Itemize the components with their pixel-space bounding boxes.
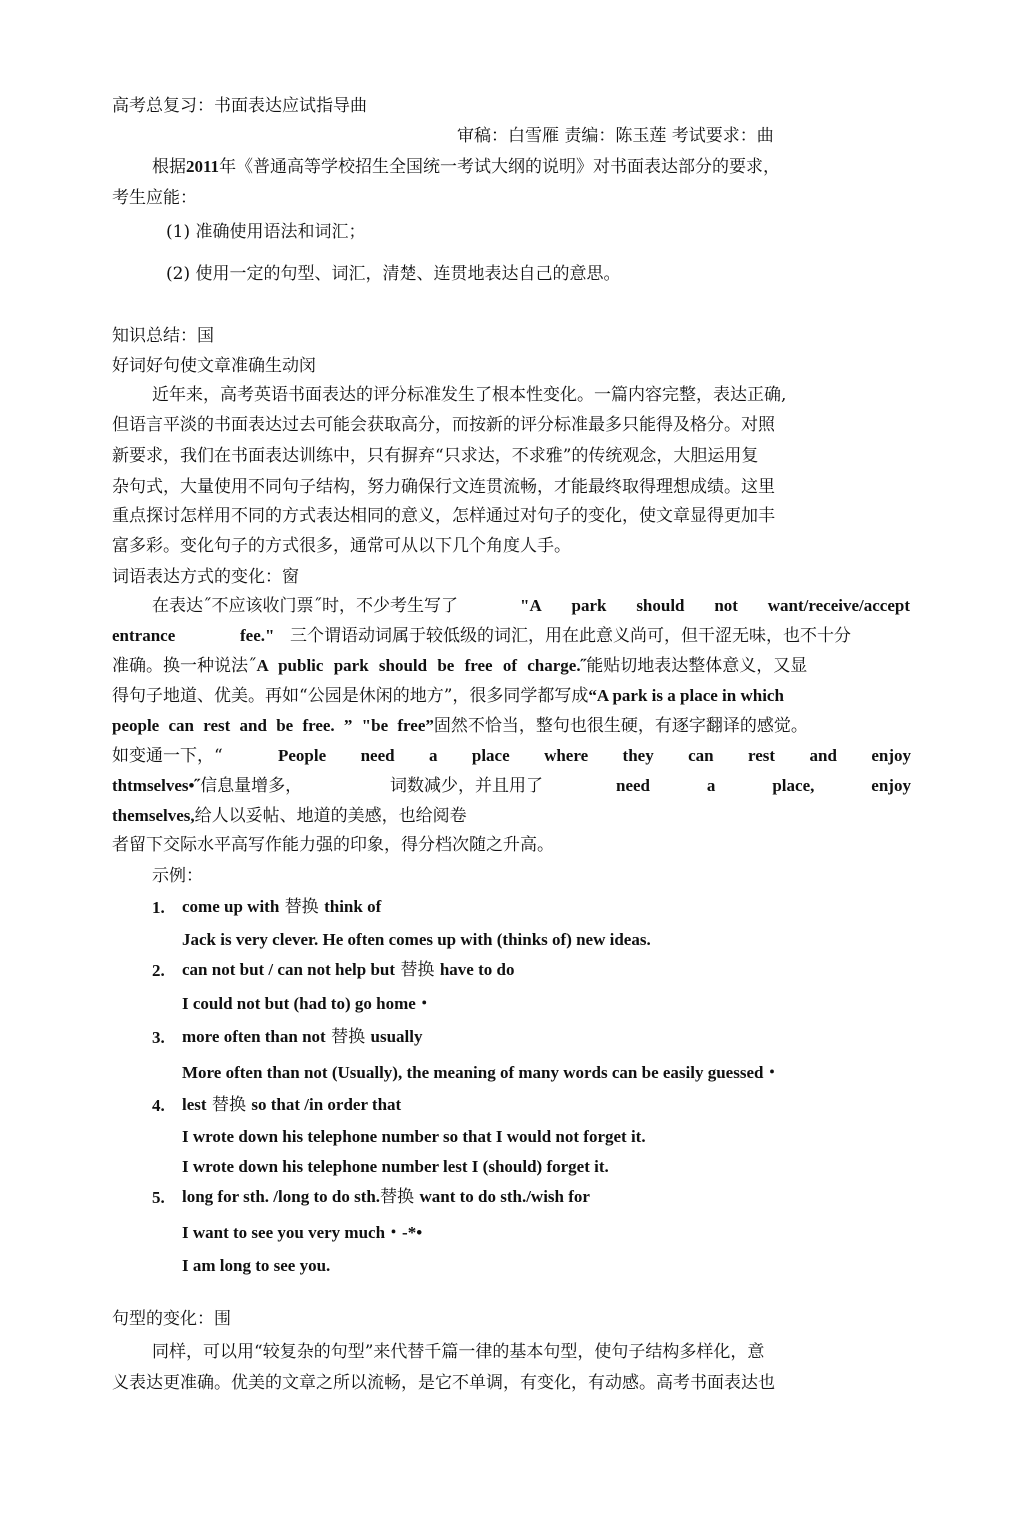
list-number: 4. <box>152 1096 165 1115</box>
intro-line-1 <box>152 156 780 178</box>
english-word: themselves, <box>112 806 195 825</box>
paragraph-line: 义表达更准确。优美的文章之所以流畅，是它不单调，有变化，有动感。高考书面表达也 <box>112 1373 775 1393</box>
paragraph-line: 同样，可以用“较复杂的句型”来代替千篇一律的基本句型，使句子结构多样化，意 <box>152 1342 765 1362</box>
english-word: thtmselves•˝ <box>112 776 201 795</box>
phrase-replacement: think of <box>324 897 382 916</box>
phrase-original: more often than not <box>182 1027 326 1046</box>
cn-text: 准确。换一种说法˝ <box>112 656 257 676</box>
paragraph-line: 在表达˝不应该收门票˝时，不少考生写了 <box>152 596 458 616</box>
section-heading: 词语表达方式的变化：窗 <box>112 567 299 587</box>
cn-text: 信息量增多， <box>200 776 303 796</box>
english-phrase: A public park should be free of charge.˝ <box>256 656 587 675</box>
section-heading: 知识总结：国 <box>112 326 214 346</box>
example-item <box>182 896 381 918</box>
credits-line: 审稿：白雪雁 责编：陈玉莲 考试要求：曲 <box>457 126 774 146</box>
example-item <box>182 959 514 981</box>
cn-text: 能贴切地表达整体意义，又显 <box>586 656 808 676</box>
list-number: 5. <box>152 1188 165 1207</box>
word: People <box>278 746 327 765</box>
example-sentence: I am long to see you. <box>182 1256 331 1275</box>
example-sentence: I wrote down his telephone number so that I would not forget it. <box>182 1127 646 1146</box>
list-number: 2. <box>152 961 165 980</box>
example-sentence: I wrote down his telephone number lest I (should) forget it. <box>182 1157 609 1176</box>
paragraph-line: 富多彩。变化句子的方式很多，通常可从以下几个角度人手。 <box>112 536 571 556</box>
word: want/receive/accept <box>767 596 910 615</box>
requirement-2: (2) 使用一定的句型、词汇，清楚、连贯地表达自己的意思。 <box>166 264 621 284</box>
word: enjoy <box>871 776 911 795</box>
replace-label: 替换 <box>380 1187 415 1207</box>
phrase-original: can not but / can not help but <box>182 960 396 979</box>
word: need <box>360 746 395 765</box>
cn-text: 给人以妥帖、地道的美感，也给阅卷 <box>194 806 467 826</box>
paragraph-line: 但语言平淡的书面表达过去可能会获取高分，而按新的评分标准最多只能得及格分。对照 <box>112 415 775 435</box>
english-phrase: people can rest and be free. ” "be free” <box>112 716 434 735</box>
word: a <box>428 746 438 765</box>
phrase-original: long for sth. /long to do sth. <box>182 1187 381 1206</box>
word: park <box>571 596 607 615</box>
paragraph-line <box>112 685 784 707</box>
english-phrase <box>278 745 911 767</box>
phrase-replacement: usually <box>370 1027 423 1046</box>
word: they <box>622 746 654 765</box>
paragraph-line <box>112 805 467 827</box>
example-sentence: I want to see you very much・-*• <box>182 1223 423 1242</box>
english-phrase <box>520 595 910 617</box>
document-title: 高考总复习：书面表达应试指导曲 <box>112 96 367 116</box>
word: enjoy <box>871 746 911 765</box>
english-word: entrance <box>112 626 176 645</box>
example-sentence: I could not but (had to) go home・ <box>182 994 433 1013</box>
intro-text: 年《普通高等学校招生全国统一考试大纲的说明》对书面表达部分的要求， <box>219 157 781 177</box>
phrase-replacement: have to do <box>439 960 515 979</box>
intro-line-2: 考生应能： <box>112 188 197 208</box>
paragraph-line <box>112 775 302 797</box>
replace-label: 替换 <box>331 1027 366 1047</box>
example-item <box>182 1026 423 1048</box>
intro-year: 2011 <box>186 157 220 176</box>
examples-label: 示例： <box>152 866 203 886</box>
phrase-original: come up with <box>182 897 280 916</box>
example-sentence: Jack is very clever. He often comes up with (thinks of) new ideas. <box>182 930 651 949</box>
example-item <box>182 1186 590 1208</box>
word: rest <box>748 746 776 765</box>
list-number: 3. <box>152 1028 165 1047</box>
word: can <box>688 746 714 765</box>
paragraph-line: 新要求，我们在书面表达训练中，只有摒弃“只求达，不求雅”的传统观念，大胆运用复 <box>112 446 759 466</box>
paragraph-line: 词数减少，并且用了 <box>390 776 543 796</box>
paragraph-line: 近年来，高考英语书面表达的评分标准发生了根本性变化。一篇内容完整，表达正确, <box>152 385 787 405</box>
intro-text: 根据 <box>152 157 186 177</box>
cn-text: 固然不恰当，整句也很生硬，有逐字翻译的感觉。 <box>433 716 808 736</box>
paragraph-line: 者留下交际水平高写作能力强的印象，得分档次随之升高。 <box>112 835 554 855</box>
section-heading: 句型的变化：围 <box>112 1309 231 1329</box>
list-number: 1. <box>152 898 165 917</box>
word: and <box>809 746 837 765</box>
word: not <box>714 596 738 615</box>
word: should <box>636 596 685 615</box>
english-phrase <box>616 775 911 797</box>
section-subheading: 好词好句使文章准确生动闵 <box>112 356 316 376</box>
example-sentence: More often than not (Usually), the meaning of many words can be easily guessed・ <box>182 1063 781 1082</box>
replace-label: 替换 <box>211 1095 246 1115</box>
word: "A <box>520 596 542 615</box>
paragraph-line: 杂句式，大量使用不同句子结构，努力确保行文连贯流畅，才能最终取得理想成绩。这里 <box>112 477 775 497</box>
word: a <box>706 776 716 795</box>
english-phrase: “A park is a place in which <box>588 686 784 705</box>
word: where <box>544 746 589 765</box>
phrase-original: lest <box>182 1095 207 1114</box>
replace-label: 替换 <box>400 960 435 980</box>
replace-label: 替换 <box>284 897 319 917</box>
paragraph-line <box>112 715 808 737</box>
word: need <box>616 776 650 795</box>
paragraph-line: 重点探讨怎样用不同的方式表达相同的意义，怎样通过对句子的变化，使文章显得更加丰 <box>112 506 775 526</box>
phrase-replacement: so that /in order that <box>251 1095 402 1114</box>
paragraph-line: 三个谓语动词属于较低级的词汇，用在此意义尚可，但干涩无味，也不十分 <box>290 626 851 646</box>
paragraph-line: 如变通一下，“ <box>112 746 223 766</box>
word: place <box>471 746 510 765</box>
paragraph-line <box>112 655 807 677</box>
english-word: fee." <box>240 626 275 645</box>
example-item <box>182 1094 401 1116</box>
cn-text: 得句子地道、优美。再如“公园是休闲的地方”，很多同学都写成 <box>112 686 589 706</box>
phrase-replacement: want to do sth./wish for <box>419 1187 590 1206</box>
requirement-1: (1) 准确使用语法和词汇； <box>166 222 366 242</box>
word: place, <box>772 776 815 795</box>
